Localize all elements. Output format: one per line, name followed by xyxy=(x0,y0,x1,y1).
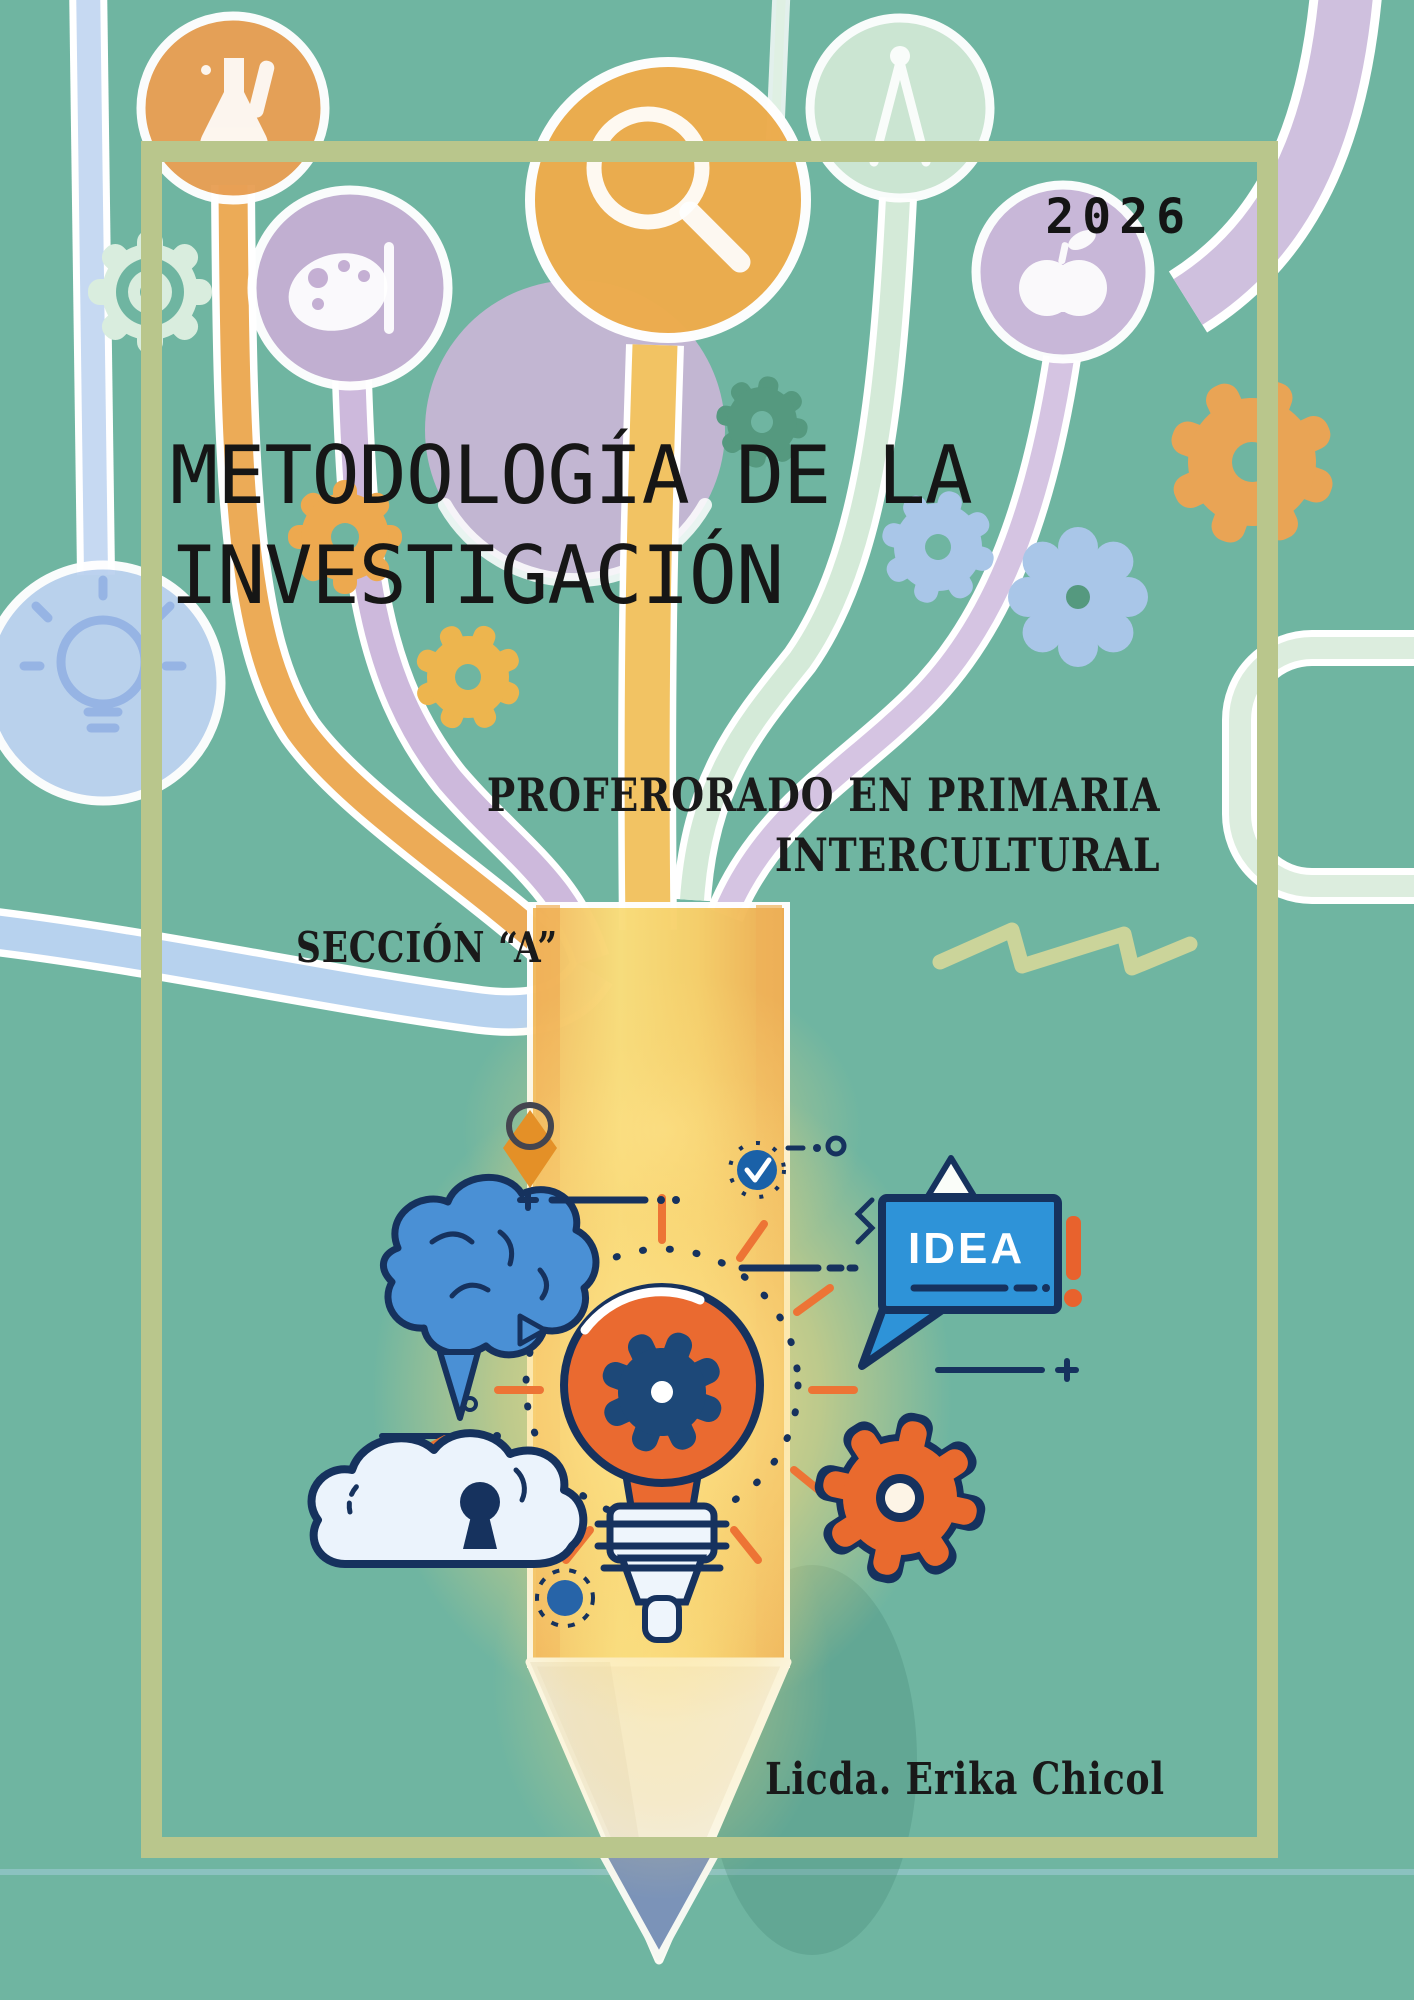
year-label: 2026 xyxy=(1045,189,1193,245)
gear-flower-blue xyxy=(1008,527,1148,667)
author-name: Licda. Erika Chicol xyxy=(765,1754,1165,1805)
page-title xyxy=(170,426,972,626)
subtitle-line-2: INTERCULTURAL xyxy=(774,828,1160,882)
gear-outline-mint xyxy=(88,230,212,354)
compass-circle xyxy=(810,18,990,198)
title-line-2: INVESTIGACIÓN xyxy=(170,529,784,622)
magnifier-circle xyxy=(530,62,806,338)
section-label: SECCIÓN “A” xyxy=(296,923,559,972)
cloud-lock-icon xyxy=(312,1433,584,1564)
exclamation-icon xyxy=(1066,1216,1081,1280)
branch-stem-purple-right xyxy=(1188,0,1348,302)
palette-circle xyxy=(252,190,448,386)
flask-circle xyxy=(141,16,325,200)
subtitle xyxy=(487,765,1160,885)
title-line-1: METODOLOGÍA DE LA xyxy=(170,429,972,522)
squiggle-icon xyxy=(940,930,1190,968)
idea-label: IDEA xyxy=(908,1224,1026,1273)
gear-orange-border xyxy=(1144,354,1359,569)
subtitle-line-1: PROFERORADO EN PRIMARIA xyxy=(486,768,1160,822)
idea-speech-bubble-icon xyxy=(862,1158,1082,1366)
branch-loop-mint-right xyxy=(1240,648,1414,886)
